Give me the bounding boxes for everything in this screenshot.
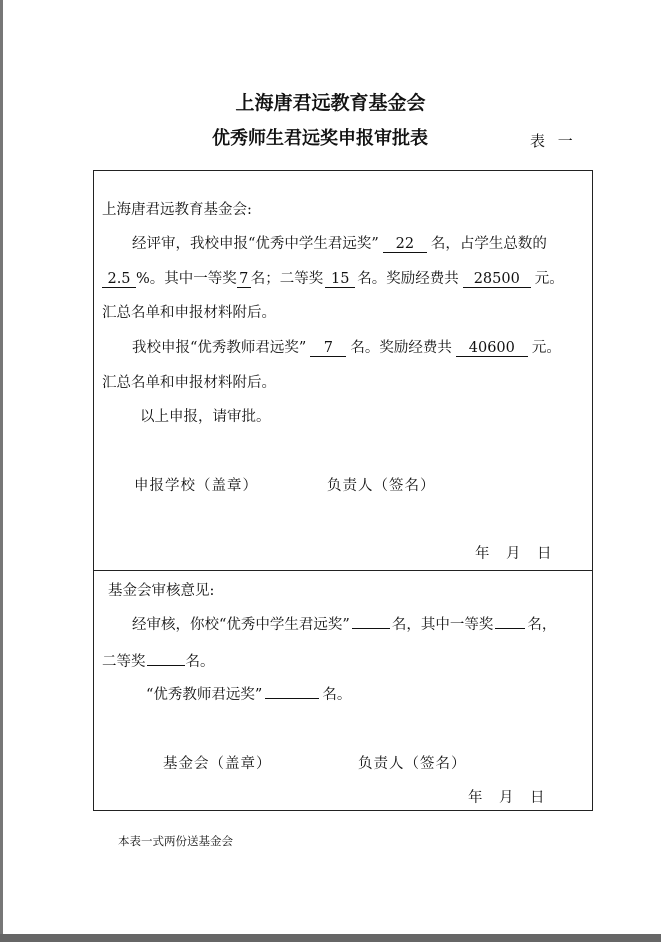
document-title: 上海唐君远教育基金会 [235, 92, 426, 114]
review-heading: 基金会审核意见: [108, 583, 215, 599]
page-bottom-edge [0, 934, 661, 942]
applicant-signature-label: 负责人（签名） [327, 478, 436, 494]
foundation-seal-label: 基金会（盖章） [163, 756, 272, 772]
reviewed-teacher-count-blank[interactable] [265, 684, 319, 699]
document-subtitle: 优秀师生君远奖申报审批表 [212, 128, 428, 149]
reviewed-first-prize-blank[interactable] [495, 614, 525, 629]
attachment-note-2: 汇总名单和申报材料附后。 [102, 375, 276, 391]
reviewer-signature-label: 负责人（签名） [358, 756, 467, 772]
application-line-3: 我校申报“优秀教师君远奖” 7 名。奖励经费共 40600 元。 [132, 340, 561, 356]
addressee: 上海唐君远教育基金会: [102, 202, 252, 218]
teacher-funds-field: 40600 [456, 341, 528, 357]
review-line-1: 经审核，你校“优秀中学生君远奖” 名，其中一等奖 名， [132, 613, 556, 634]
teacher-count-field: 7 [310, 341, 346, 357]
application-line-2: 2.5 %。其中一等奖 7 名；二等奖 15 名。奖励经费共 28500 元。 [102, 267, 564, 288]
review-line-3: “优秀教师君远奖” 名。 [146, 683, 351, 704]
application-line-1: 经评审，我校申报“优秀中学生君远奖” 22 名，占学生总数的 [132, 236, 547, 252]
review-date: 年 月 日 [468, 790, 546, 806]
attachment-note-1: 汇总名单和申报材料附后。 [102, 305, 276, 321]
review-line-2: 二等奖 名。 [102, 650, 215, 671]
table-number-tag: 表 一 [530, 132, 577, 150]
school-seal-label: 申报学校（盖章） [134, 478, 258, 494]
page-left-edge [0, 0, 3, 942]
application-date: 年 月 日 [475, 546, 553, 562]
footnote: 本表一式两份送基金会 [118, 834, 233, 848]
second-prize-field: 15 [325, 272, 355, 288]
percent-field: 2.5 [102, 272, 136, 288]
reviewed-student-count-blank[interactable] [352, 614, 390, 629]
first-prize-field: 7 [237, 272, 251, 288]
approval-request: 以上申报，请审批。 [140, 409, 271, 425]
student-funds-field: 28500 [463, 272, 531, 288]
reviewed-second-prize-blank[interactable] [147, 651, 185, 666]
student-count-field: 22 [383, 237, 427, 253]
